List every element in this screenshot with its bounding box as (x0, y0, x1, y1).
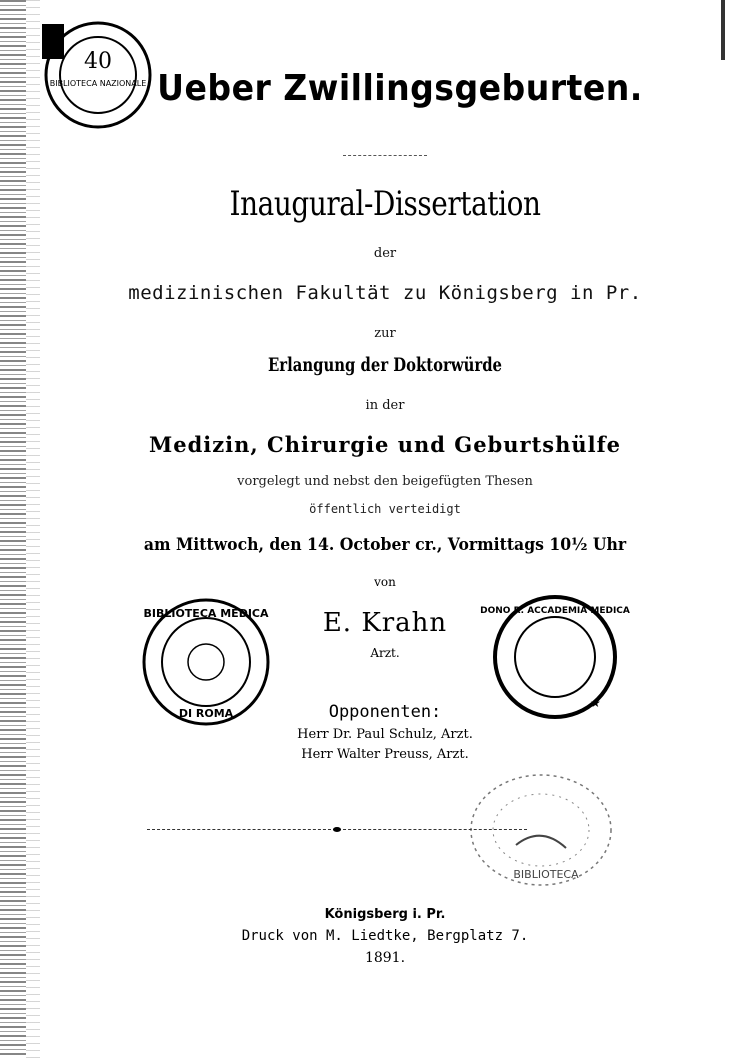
opponent-1: Herr Dr. Paul Schulz, Arzt. (297, 727, 473, 742)
stamp-number: 40 (84, 49, 112, 74)
stamp-text: BIBLIOTECA (513, 868, 579, 881)
library-stamp-biblioteca (466, 770, 616, 890)
opponent-2: Herr Walter Preuss, Arzt. (301, 747, 469, 762)
document-title: Ueber Zwillingsgeburten. (157, 68, 643, 109)
presented-line: vorgelegt und nebst den beigefügten Thesen (237, 474, 533, 489)
faculty-line: medizinischen Fakultät zu Königsberg in Pr. (128, 282, 642, 304)
author-title: Arzt. (370, 646, 400, 660)
author-name: E. Krahn (322, 608, 448, 638)
opponents-heading: Opponenten: (328, 702, 442, 722)
line-zur: zur (374, 326, 396, 341)
stamp-text: BIBLIOTECA NAZIONALE (49, 79, 147, 88)
scanned-spine-edge (0, 0, 26, 1058)
date-line: am Mittwoch, den 14. October cr., Vormittags 10½ Uhr (143, 535, 627, 555)
dissertation-heading: Inaugural-Dissertation (229, 184, 541, 224)
ornamental-divider (147, 829, 527, 830)
divider-rule (343, 155, 427, 156)
defended-line: öffentlich verteidigt (309, 502, 461, 516)
svg-text:★: ★ (590, 696, 601, 710)
scanned-spine-shadow (26, 0, 40, 1058)
stamp-text: DONO R. ACCADEMIA MEDICA (480, 606, 630, 616)
stamp-text-bottom: DI ROMA (178, 707, 234, 720)
line-der: der (373, 246, 397, 261)
year-line: 1891. (364, 950, 406, 966)
scan-edge-mark (721, 0, 725, 60)
purpose-line: Erlangung der Doktorwürde (268, 354, 502, 376)
line-von: von (374, 575, 396, 589)
line-in-der: in der (365, 398, 405, 413)
fields-line: Medizin, Chirurgie und Geburtshülfe (148, 432, 622, 457)
printer-line: Druck von M. Liedtke, Bergplatz 7. (241, 928, 529, 944)
stamp-text: BIBLIOTECA MEDICA (143, 607, 269, 620)
place-line: Königsberg i. Pr. (324, 907, 446, 922)
